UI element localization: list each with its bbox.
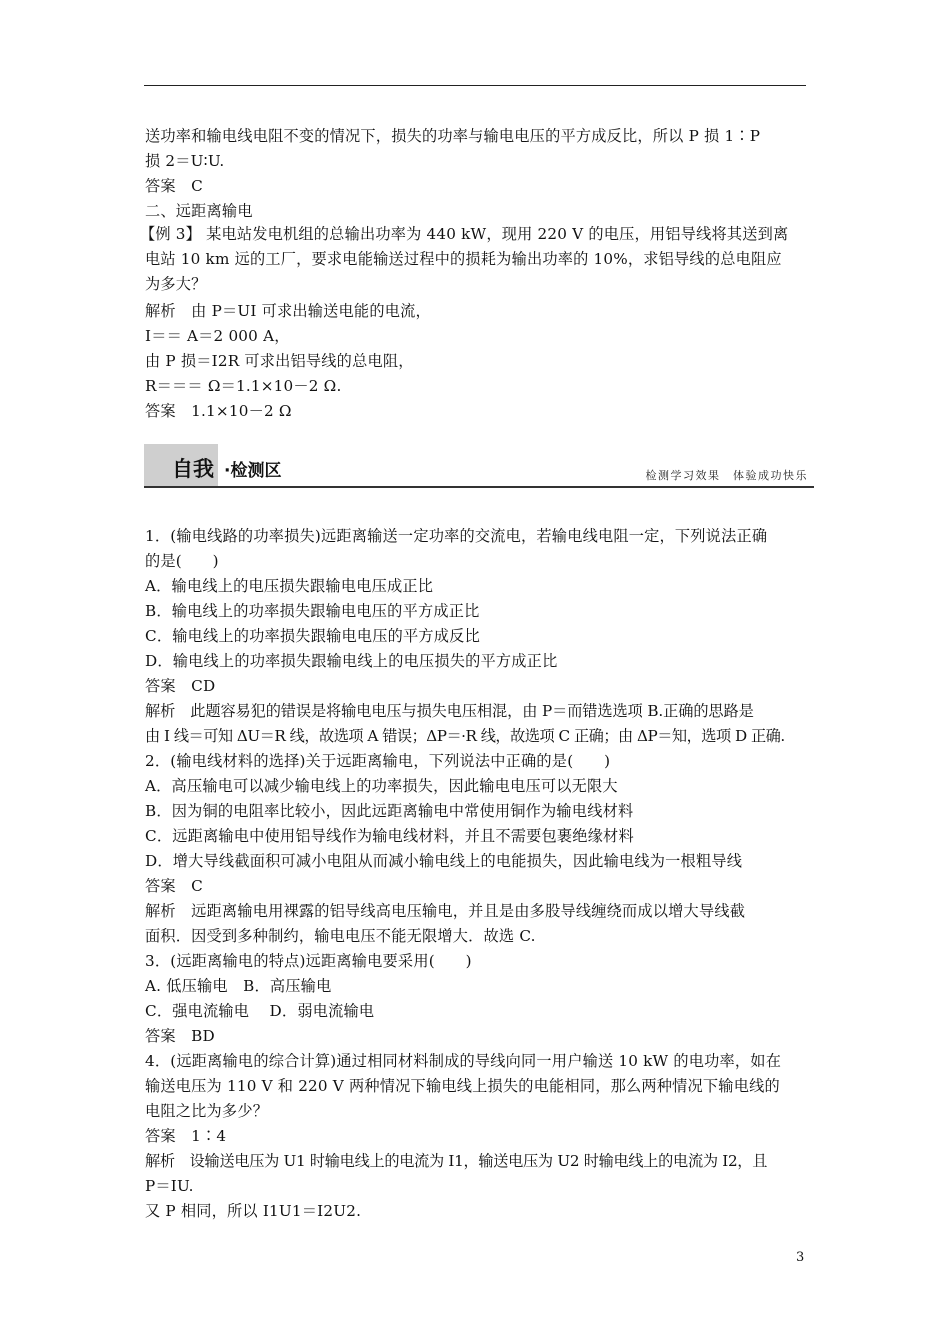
answer-line: 答案 1.1×10－2 Ω: [145, 402, 292, 420]
question-line: 2．(输电线材料的选择)关于远距离输电，下列说法中正确的是( ): [145, 752, 611, 770]
page-number: 3: [796, 1250, 805, 1265]
text-line: 送功率和输电线电阻不变的情况下，损失的功率与输电电压的平方成反比，所以 P 损 1∶P: [145, 127, 761, 145]
analysis-line: 解析 远距离输电用裸露的铝导线高电压输电，并且是由多股导线缠绕而成以增大导线截: [145, 902, 746, 920]
option-line: A. 低压输电 B．高压输电: [145, 977, 332, 995]
analysis-line: 面积．因受到多种制约，输电电压不能无限增大．故选 C.: [145, 927, 536, 945]
option-line: B．输电线上的功率损失跟输电电压的平方成正比: [145, 602, 480, 620]
answer-line: 答案 BD: [145, 1027, 215, 1045]
answer-line: 答案 C: [145, 177, 203, 195]
question-line: 3．(远距离输电的特点)远距离输电要采用( ): [145, 952, 472, 970]
analysis-line: 由 I 线＝可知 ΔU＝R 线，故选项 A 错误；ΔP＝·R 线，故选项 C 正确；由 ΔP＝知，选项 D 正确.: [145, 727, 785, 745]
text-line: 由 P 损＝I2R 可求出铝导线的总电阻，: [145, 352, 414, 370]
analysis-line: P＝IU.: [145, 1177, 194, 1195]
text-line: 电站 10 km 远的工厂，要求电能输送过程中的损耗为输出功率的 10%，求铝导线的总电阻应: [145, 250, 782, 268]
option-line: C．远距离输电中使用铝导线作为输电线材料，并且不需要包裹绝缘材料: [145, 827, 634, 845]
answer-line: 答案 CD: [145, 677, 216, 695]
text-line: 损 2＝U∶U.: [145, 152, 225, 170]
option-line: A．高压输电可以减少输电线上的功率损失，因此输电电压可以无限大: [145, 777, 618, 795]
analysis-line: 解析 此题容易犯的错误是将输电电压与损失电压相混，由 P＝而错选选项 B.正确的思路是: [145, 702, 754, 720]
banner-rule: [144, 486, 814, 488]
banner-title: 自我: [172, 457, 214, 481]
option-line: B．因为铜的电阻率比较小，因此远距离输电中常使用铜作为输电线材料: [145, 802, 634, 820]
question-line: 输送电压为 110 V 和 220 V 两种情况下输电线上损失的电能相同，那么两种情况下输电线的: [145, 1077, 780, 1095]
analysis-line: 解析 由 P＝UI 可求出输送电能的电流，: [145, 302, 431, 320]
question-line: 1．(输电线路的功率损失)远距离输送一定功率的交流电，若输电线电阻一定，下列说法正确: [145, 527, 768, 545]
option-line: D．增大导线截面积可减小电阻从而减小输电线上的电能损失，因此输电线为一根粗导线: [145, 852, 743, 870]
option-line: A．输电线上的电压损失跟输电电压成正比: [145, 577, 434, 595]
analysis-line: 解析 设输送电压为 U1 时输电线上的电流为 I1，输送电压为 U2 时输电线上的电流为 I2，且: [145, 1152, 768, 1170]
section-heading: 二、远距离输电: [145, 202, 253, 220]
formula-line: R＝＝＝ Ω＝1.1×10－2 Ω.: [145, 377, 342, 395]
banner-slogan: 检测学习效果 体验成功快乐: [645, 469, 808, 482]
answer-line: 答案 1∶4: [145, 1127, 227, 1145]
text-line: 为多大？: [145, 275, 207, 293]
header-rule: [144, 85, 806, 86]
example-title: 【例 3】 某电站发电机组的总输出功率为 440 kW，现用 220 V 的电压，用铝导线将其送到离: [140, 225, 789, 243]
analysis-line: 又 P 相同，所以 I1U1＝I2U2.: [145, 1202, 362, 1220]
option-line: C．强电流输电 D．弱电流输电: [145, 1002, 375, 1020]
question-line: 电阻之比为多少？: [145, 1102, 269, 1120]
formula-line: I＝＝ A＝2 000 A，: [145, 327, 290, 345]
question-line: 4．(远距离输电的综合计算)通过相同材料制成的导线向同一用户输送 10 kW 的电功率，如在: [145, 1052, 782, 1070]
option-line: D．输电线上的功率损失跟输电线上的电压损失的平方成正比: [145, 652, 558, 670]
self-check-banner: [144, 444, 814, 488]
answer-line: 答案 C: [145, 877, 203, 895]
question-line: 的是( ): [145, 552, 219, 570]
banner-subtitle: ·检测区: [224, 461, 282, 481]
option-line: C．输电线上的功率损失跟输电电压的平方成反比: [145, 627, 480, 645]
